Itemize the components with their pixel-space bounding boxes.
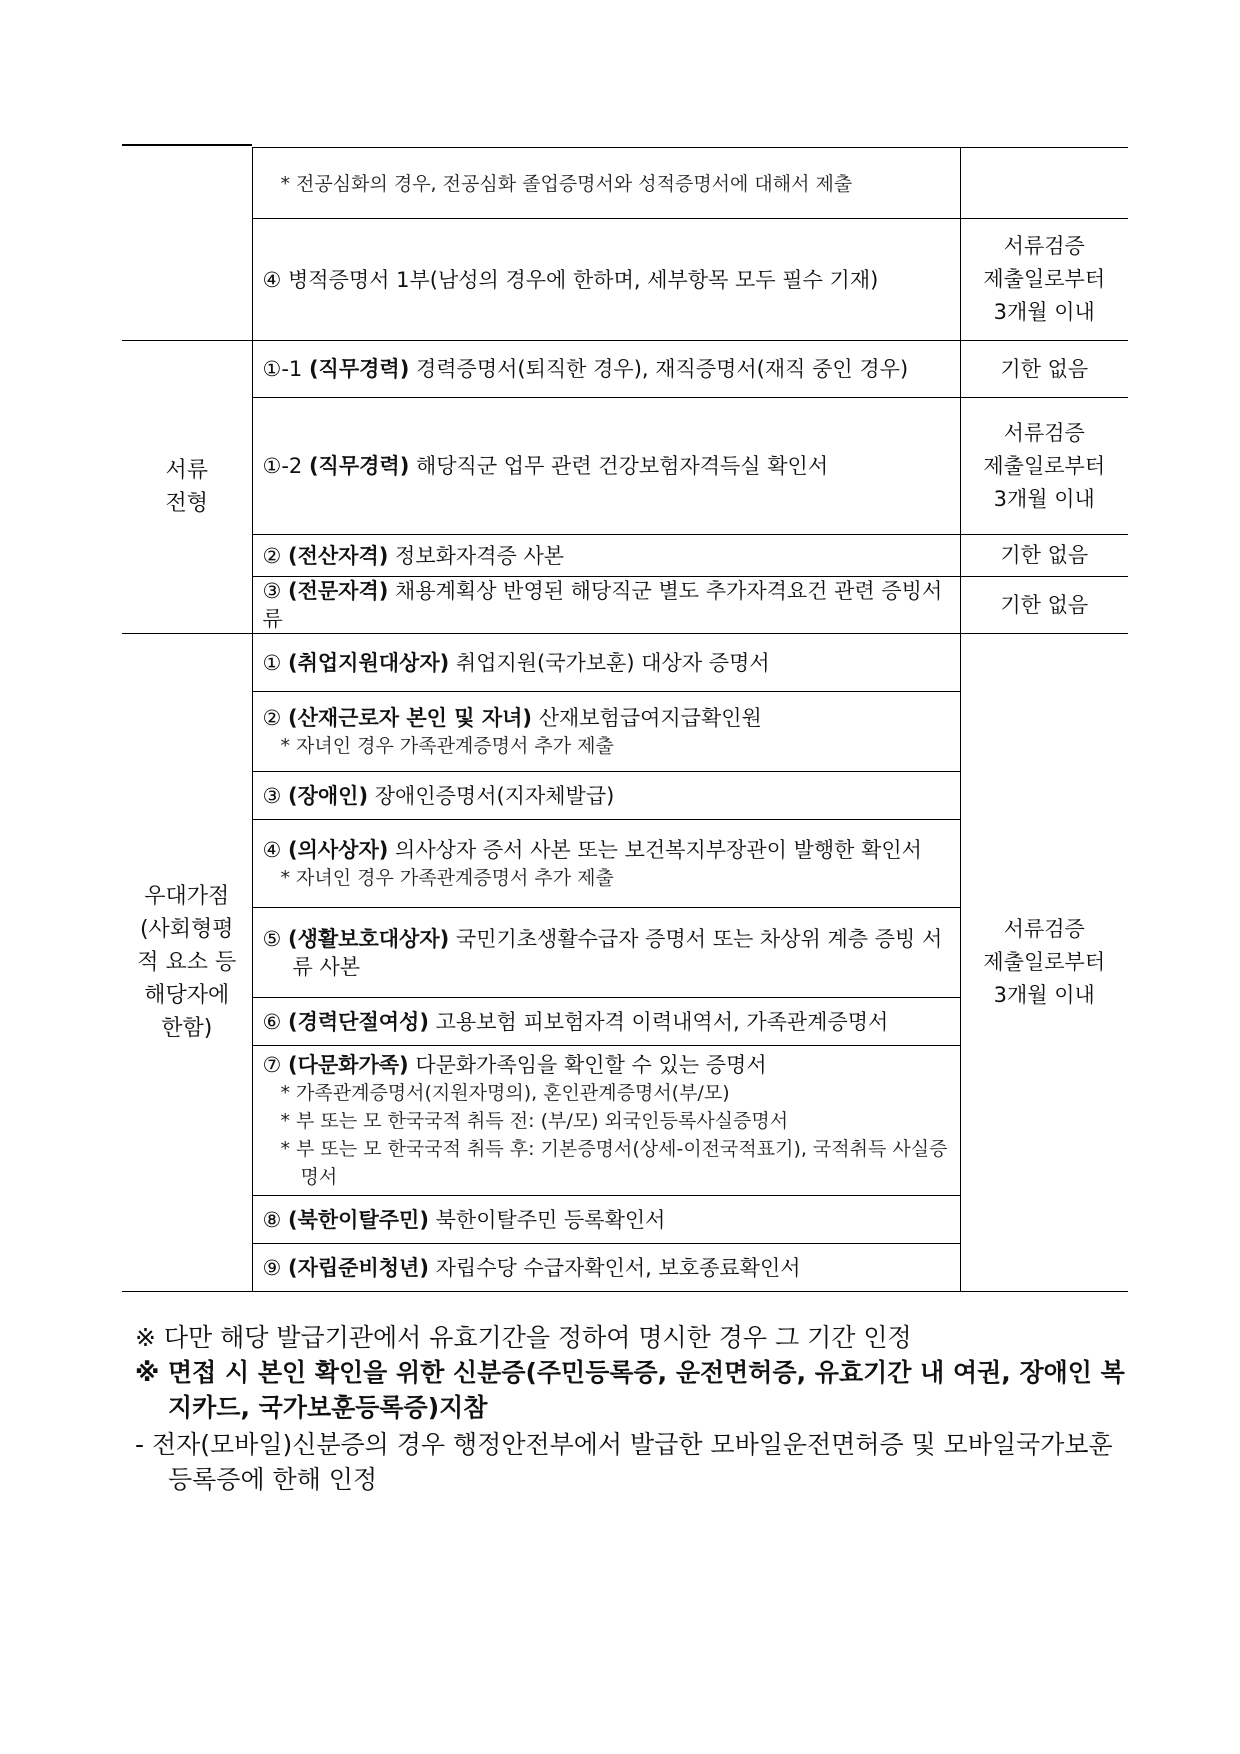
requirement-cell: [252, 1046, 960, 1196]
item-number: ③: [262, 579, 282, 603]
footer-notes: [135, 1320, 1130, 1497]
table-row: [122, 341, 1128, 398]
item-number: ①: [262, 650, 282, 675]
requirement-cell: [252, 148, 960, 219]
period-cell: [960, 634, 1128, 1292]
document-table: [122, 147, 1128, 1292]
footer-note-validity: ※ 다만 해당 발급기관에서 유효기간을 정하여 명시한 경우 그 기간 인정: [135, 1323, 912, 1352]
item-label: (취업지원대상자): [288, 650, 450, 675]
item-number: ⑧: [262, 1207, 282, 1232]
requirement-cell: [252, 535, 960, 577]
category-line: 적 요소 등: [137, 950, 237, 975]
item-text: 취업지원(국가보훈) 대상자 증명서: [455, 650, 770, 675]
item-label: (다문화가족): [288, 1052, 409, 1077]
period-cell: 기한 없음: [960, 535, 1128, 577]
requirement-cell: [252, 398, 960, 535]
item-text: 경력증명서(퇴직한 경우), 재직증명서(재직 중인 경우): [415, 357, 909, 381]
requirement-cell: [252, 577, 960, 634]
item-text: 국민기초생활수급자 증명서 또는 차상위 계층 증빙 서류 사본: [292, 926, 943, 979]
item-number: ⑥: [262, 1009, 282, 1034]
requirement-cell: [252, 341, 960, 398]
period-line: 서류검증: [1003, 234, 1085, 258]
item-text: 의사상자 증서 사본 또는 보건복지부장관이 발행한 확인서: [395, 837, 922, 862]
footer-note-mobile-id: - 전자(모바일)신분증의 경우 행정안전부에서 발급한 모바일운전면허증 및 모바일국가보훈등록증에 한해 인정: [135, 1430, 1113, 1494]
category-cell-empty: [122, 148, 252, 341]
period-line: 서류검증: [1003, 420, 1085, 445]
item-label: (북한이탈주민): [288, 1207, 429, 1232]
item-label: (전문자격): [288, 579, 389, 603]
item-label: (의사상자): [288, 837, 389, 862]
item-text: 산재보험급여지급확인원: [538, 705, 762, 730]
item-number: ③: [262, 783, 282, 808]
period-cell: [960, 219, 1128, 341]
item-note: * 부 또는 모 한국국적 취득 후: 기본증명서(상세-이전국적표기), 국적취득 사실증명서: [280, 1137, 948, 1188]
period-line: 3개월 이내: [993, 300, 1095, 324]
requirement-cell: [252, 820, 960, 908]
item-number: ④: [262, 837, 282, 862]
requirement-cell: [252, 1196, 960, 1244]
period-line: 제출일로부터: [983, 950, 1106, 974]
requirement-cell: [252, 908, 960, 998]
period-line: 서류검증: [1003, 917, 1085, 941]
item-number: ⑦: [262, 1052, 282, 1077]
category-line: 우대가점: [144, 884, 230, 909]
item-number: ②: [262, 543, 282, 568]
category-line: 서류: [165, 458, 208, 483]
period-line: 3개월 이내: [993, 983, 1095, 1007]
item-label: (직무경력): [308, 357, 410, 381]
item-label: (생활보호대상자): [288, 926, 450, 951]
note-text: * 전공심화의 경우, 전공심화 졸업증명서와 성적증명서에 대해서 제출: [280, 172, 853, 195]
period-line: 3개월 이내: [993, 486, 1095, 511]
item-label: (전산자격): [288, 543, 389, 568]
period-cell: [960, 398, 1128, 535]
category-line: 전형: [165, 491, 208, 516]
item-label: (직무경력): [308, 454, 410, 478]
item-number: ①-1: [262, 357, 303, 381]
requirement-cell: [252, 772, 960, 820]
table-row: [122, 148, 1128, 219]
requirement-cell: [252, 998, 960, 1046]
period-cell: [960, 148, 1128, 219]
item-text: 다문화가족임을 확인할 수 있는 증명서: [415, 1052, 767, 1077]
top-rule: [122, 144, 252, 146]
footer-note-id-required: ※ 면접 시 본인 확인을 위한 신분증(주민등록증, 운전면허증, 유효기간 내 여권, 장애인 복지카드, 국가보훈등록증)지참: [135, 1358, 1125, 1422]
item-label: (산재근로자 본인 및 자녀): [288, 705, 533, 730]
table-row: [122, 634, 1128, 692]
table-row: [122, 219, 1128, 341]
category-doc-screening: [122, 341, 252, 634]
table-row: [122, 577, 1128, 634]
requirement-cell: ④ 병적증명서 1부(남성의 경우에 한하며, 세부항목 모두 필수 기재): [252, 219, 960, 341]
item-text: 해당직군 업무 관련 건강보험자격득실 확인서: [415, 454, 829, 478]
item-number: ②: [262, 705, 282, 730]
requirement-cell: [252, 692, 960, 772]
item-text: 자립수당 수급자확인서, 보호종료확인서: [435, 1255, 801, 1280]
table-row: [122, 535, 1128, 577]
period-line: 제출일로부터: [983, 453, 1106, 478]
item-number: ①-2: [262, 454, 303, 478]
category-preference: [122, 634, 252, 1292]
period-cell: 기한 없음: [960, 577, 1128, 634]
item-note: * 가족관계증명서(지원자명의), 혼인관계증명서(부/모): [280, 1081, 730, 1104]
item-number: ⑨: [262, 1255, 282, 1280]
item-note: * 자녀인 경우 가족관계증명서 추가 제출: [280, 734, 614, 757]
item-label: (장애인): [288, 783, 369, 808]
category-line: (사회형평: [139, 917, 234, 942]
item-note: * 자녀인 경우 가족관계증명서 추가 제출: [280, 866, 614, 889]
period-line: 제출일로부터: [983, 267, 1106, 291]
period-cell: 기한 없음: [960, 341, 1128, 398]
category-line: 해당자에: [144, 983, 230, 1008]
item-text: 북한이탈주민 등록확인서: [435, 1207, 666, 1232]
requirement-cell: [252, 1244, 960, 1292]
item-text: 장애인증명서(지자체발급): [374, 783, 615, 808]
item-label: (자립준비청년): [288, 1255, 429, 1280]
item-text: 정보화자격증 사본: [395, 543, 565, 568]
item-note: * 부 또는 모 한국국적 취득 전: (부/모) 외국인등록사실증명서: [280, 1109, 789, 1132]
item-label: (경력단절여성): [288, 1009, 429, 1034]
item-text: 고용보험 피보험자격 이력내역서, 가족관계증명서: [435, 1009, 889, 1034]
requirement-cell: [252, 634, 960, 692]
category-line: 한함): [161, 1016, 213, 1041]
table-row: [122, 398, 1128, 535]
item-text: 채용계획상 반영된 해당직군 별도 추가자격요건 관련 증빙서류: [262, 579, 943, 631]
item-number: ⑤: [262, 926, 282, 951]
